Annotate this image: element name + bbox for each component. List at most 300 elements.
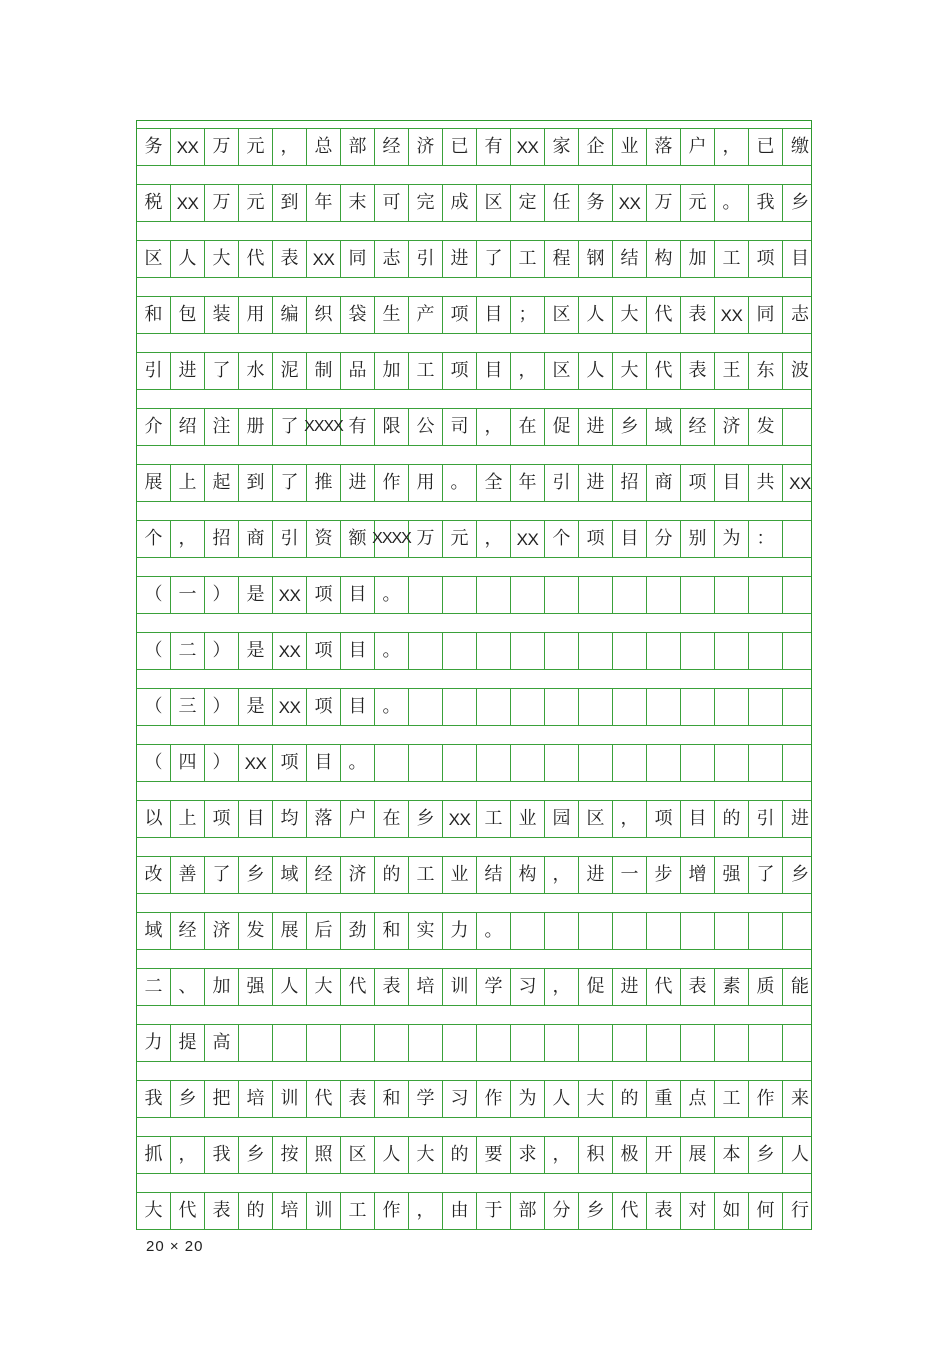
grid-cell: 进 [443,241,477,277]
grid-cell: 强 [715,857,749,893]
grid-cell: 上 [171,801,205,837]
grid-cell: 业 [613,129,647,165]
grid-cell: 表 [205,1193,239,1229]
grid-cell: 作 [375,465,409,501]
grid-cell: 乡 [791,864,809,885]
grid-cell: ； [511,297,545,333]
grid-row [137,240,811,278]
grid-cell: 引 [273,521,307,557]
grid-row [137,1080,811,1118]
grid-cell [613,577,647,613]
grid-cell: 目 [341,577,375,613]
grid-cell: 培 [273,1193,307,1229]
grid-cell: 企 [579,129,613,165]
grid-cell: 区 [545,353,579,389]
grid-cell: 程 [545,241,579,277]
manuscript-grid-paper [136,120,812,1230]
grid-row [137,912,811,950]
grid-cell: 、 [171,969,205,1005]
grid-cell [409,1025,443,1061]
grid-cell: XX [273,577,307,613]
grid-cell [613,1025,647,1061]
grid-cell: 的 [443,1137,477,1173]
grid-cell: 于 [477,1193,511,1229]
grid-cell: 。 [375,689,409,725]
grid-cell: 乡 [791,192,809,213]
grid-row [137,128,811,166]
grid-cell: 本 [715,1137,749,1173]
grid-cell: 发 [749,409,783,445]
grid-row [137,632,811,670]
grid-cell: 质 [749,969,783,1005]
grid-cell [647,577,681,613]
grid-cell: ， [409,1193,443,1229]
grid-cell: 项 [205,801,239,837]
grid-cell: 王 [715,353,749,389]
grid-cell: 司 [443,409,477,445]
grid-cell: 。 [375,577,409,613]
grid-cell: 分 [647,521,681,557]
grid-cell: 的 [613,1081,647,1117]
grid-cell: 区 [579,801,613,837]
grid-cell: 二 [171,633,205,669]
grid-cell: 缴 [791,136,809,157]
grid-cell: 元 [443,521,477,557]
grid-cell [647,633,681,669]
grid-cell [239,1025,273,1061]
grid-cell: 项 [443,353,477,389]
grid-cell [545,577,579,613]
grid-cell: 目 [791,248,809,269]
grid-cell: 训 [273,1081,307,1117]
grid-cell: 表 [375,969,409,1005]
grid-cell: 人 [579,353,613,389]
grid-cell: 册 [239,409,273,445]
grid-cell: 项 [443,297,477,333]
grid-cell [545,745,579,781]
grid-cell: 大 [205,241,239,277]
grid-cell: 加 [205,969,239,1005]
grid-row [137,408,811,446]
grid-cell [375,1025,409,1061]
grid-cell: 行 [791,1200,809,1221]
grid-cell [409,689,443,725]
grid-cell: 元 [239,129,273,165]
grid-cell: 商 [239,521,273,557]
grid-cell: 上 [171,465,205,501]
grid-cell: 是 [239,689,273,725]
grid-cell: 部 [341,129,375,165]
grid-cell: 工 [409,353,443,389]
grid-cell: 区 [137,241,171,277]
grid-cell: XX [715,297,749,333]
grid-cell: XX [511,129,545,165]
grid-size-label: 20 × 20 [146,1238,204,1255]
grid-cell: ， [171,521,205,557]
grid-cell: 水 [239,353,273,389]
grid-cell: 到 [239,465,273,501]
grid-cell [613,745,647,781]
grid-cell [647,913,681,949]
grid-cell: 全 [477,465,511,501]
grid-cell: 求 [511,1137,545,1173]
grid-cell [477,689,511,725]
grid-cell: 元 [681,185,715,221]
grid-cell: 后 [307,913,341,949]
grid-cell: 和 [375,913,409,949]
grid-cell: 作 [375,1193,409,1229]
grid-cell [443,1025,477,1061]
grid-cell: 增 [681,857,715,893]
grid-cell [681,913,715,949]
grid-cell: 乡 [613,409,647,445]
grid-cell: 域 [647,409,681,445]
grid-cell: 力 [443,913,477,949]
grid-cell: 已 [443,129,477,165]
grid-cell: 和 [137,297,171,333]
grid-cell: 进 [613,969,647,1005]
grid-cell: 学 [409,1081,443,1117]
grid-cell: 乡 [749,1137,783,1173]
grid-cell: 人 [171,241,205,277]
grid-cell: 人 [273,969,307,1005]
grid-cell: 域 [137,913,171,949]
grid-cell: 家 [545,129,579,165]
grid-cell: 是 [239,633,273,669]
grid-row [137,520,811,558]
grid-cell: 袋 [341,297,375,333]
grid-cell: 为 [715,521,749,557]
grid-cell: 万 [205,129,239,165]
grid-cell: 表 [681,969,715,1005]
grid-cell: 代 [239,241,273,277]
grid-cell [715,1025,749,1061]
grid-cell: 善 [171,857,205,893]
grid-cell: 。 [375,633,409,669]
grid-row [137,968,811,1006]
grid-cell: 在 [511,409,545,445]
grid-cell: 了 [477,241,511,277]
grid-cell: ， [715,129,749,165]
grid-cell [681,689,715,725]
grid-cell: 推 [307,465,341,501]
grid-cell: 促 [579,969,613,1005]
grid-cell [749,1025,783,1061]
grid-cell: ， [545,969,579,1005]
grid-cell: 是 [239,577,273,613]
grid-cell: 如 [715,1193,749,1229]
grid-cell: 绍 [171,409,205,445]
grid-cell: 目 [239,801,273,837]
grid-cell [443,745,477,781]
grid-cell: 展 [681,1137,715,1173]
grid-cell: 乡 [579,1193,613,1229]
grid-cell: 习 [443,1081,477,1117]
grid-cell: 区 [341,1137,375,1173]
grid-cell: 引 [749,801,783,837]
grid-cell: 大 [613,297,647,333]
grid-cell: 目 [613,521,647,557]
grid-cell: ， [171,1137,205,1173]
grid-cell: 项 [647,801,681,837]
grid-cell: 来 [791,1088,809,1109]
grid-cell [749,689,783,725]
grid-cell [477,1025,511,1061]
grid-cell: 步 [647,857,681,893]
grid-cell: 展 [137,465,171,501]
grid-row [137,352,811,390]
grid-row [137,856,811,894]
grid-cell: 域 [273,857,307,893]
grid-cell [749,745,783,781]
grid-cell: 定 [511,185,545,221]
grid-cell: 一 [613,857,647,893]
grid-cell [375,745,409,781]
grid-cell: 区 [477,185,511,221]
grid-cell: 。 [715,185,749,221]
grid-cell: 的 [715,801,749,837]
grid-cell: 训 [307,1193,341,1229]
grid-row [137,576,811,614]
grid-cell: 个 [545,521,579,557]
grid-cell: 我 [205,1137,239,1173]
grid-cell: 共 [749,465,783,501]
grid-cell: ） [205,577,239,613]
grid-cell [613,633,647,669]
grid-cell [715,689,749,725]
grid-cell: 济 [409,129,443,165]
grid-cell [579,1025,613,1061]
grid-cell: 按 [273,1137,307,1173]
grid-cell: 经 [681,409,715,445]
grid-cell [341,1025,375,1061]
grid-cell: 要 [477,1137,511,1173]
grid-cell: 代 [613,1193,647,1229]
grid-cell: 项 [273,745,307,781]
grid-cell: XX [789,473,811,493]
grid-cell: 落 [647,129,681,165]
grid-cell: 户 [341,801,375,837]
grid-cell: 引 [545,465,579,501]
grid-cell [783,633,817,669]
grid-cell: 了 [205,857,239,893]
grid-cell [715,633,749,669]
grid-cell: 济 [341,857,375,893]
grid-cell [579,913,613,949]
grid-cell: 成 [443,185,477,221]
grid-cell: 构 [511,857,545,893]
grid-cell: ， [545,857,579,893]
grid-cell: 招 [613,465,647,501]
grid-cell [443,633,477,669]
grid-cell [443,689,477,725]
grid-row [137,184,811,222]
grid-cell: 装 [205,297,239,333]
grid-cell [477,577,511,613]
grid-cell: 素 [715,969,749,1005]
grid-cell: 表 [681,297,715,333]
grid-cell [749,577,783,613]
grid-cell: 项 [749,241,783,277]
grid-cell: XX [511,521,545,557]
grid-cell: 一 [171,577,205,613]
grid-cell: 表 [681,353,715,389]
grid-cell: 织 [307,297,341,333]
grid-cell: XX [307,241,341,277]
grid-cell: 人 [791,1144,809,1165]
grid-cell [477,633,511,669]
grid-cell [613,689,647,725]
grid-cell: 代 [647,969,681,1005]
grid-cell: 介 [137,409,171,445]
grid-cell: 目 [477,353,511,389]
grid-cell: 税 [137,185,171,221]
grid-cell: 目 [715,465,749,501]
grid-cell: ， [545,1137,579,1173]
grid-cell: 经 [375,129,409,165]
grid-cell [511,577,545,613]
grid-cell: 加 [681,241,715,277]
grid-cell: 人 [579,297,613,333]
grid-cell: 总 [307,129,341,165]
grid-cell: 劲 [341,913,375,949]
grid-cell: 品 [341,353,375,389]
grid-cell: 作 [477,1081,511,1117]
grid-cell [409,577,443,613]
grid-cell: 二 [137,969,171,1005]
grid-cell: 三 [171,689,205,725]
grid-cell: XXXX [307,409,341,445]
grid-cell: （ [137,745,171,781]
grid-row [137,1024,811,1062]
grid-cell: 进 [341,465,375,501]
grid-cell: 用 [239,297,273,333]
grid-cell: XXXX [375,521,409,557]
grid-cell: 培 [239,1081,273,1117]
grid-cell: （ [137,633,171,669]
grid-row [137,800,811,838]
grid-cell: XX [239,745,273,781]
grid-cell: 照 [307,1137,341,1173]
grid-cell: 了 [273,409,307,445]
grid-cell: 同 [341,241,375,277]
grid-cell: 积 [579,1137,613,1173]
grid-cell: 重 [647,1081,681,1117]
grid-row [137,296,811,334]
grid-cell: 作 [749,1081,783,1117]
grid-row [137,464,811,502]
grid-cell: XX [273,689,307,725]
grid-cell: 年 [511,465,545,501]
grid-cell: 编 [273,297,307,333]
grid-cell: ， [477,409,511,445]
grid-cell: 工 [341,1193,375,1229]
grid-cell [579,689,613,725]
grid-cell: 产 [409,297,443,333]
grid-cell [647,689,681,725]
grid-cell: 构 [647,241,681,277]
grid-cell [783,689,817,725]
grid-cell: 万 [647,185,681,221]
grid-cell [783,521,817,557]
grid-cell: 波 [791,360,809,381]
grid-cell [647,1025,681,1061]
grid-cell [715,577,749,613]
grid-cell: 的 [239,1193,273,1229]
grid-cell: 人 [545,1081,579,1117]
grid-cell: 培 [409,969,443,1005]
grid-cell: 代 [307,1081,341,1117]
grid-cell: 万 [409,521,443,557]
grid-cell: 由 [443,1193,477,1229]
grid-cell [511,689,545,725]
grid-cell: 限 [375,409,409,445]
grid-cell [783,1025,817,1061]
grid-cell [511,745,545,781]
grid-cell: 完 [409,185,443,221]
grid-cell: 乡 [409,801,443,837]
grid-cell: 项 [307,689,341,725]
grid-cell [545,913,579,949]
grid-cell [783,409,817,445]
grid-cell: 进 [579,409,613,445]
grid-cell [749,633,783,669]
grid-cell: 可 [375,185,409,221]
grid-cell: 东 [749,353,783,389]
grid-cell: 经 [307,857,341,893]
grid-cell: 结 [613,241,647,277]
grid-cell: 目 [307,745,341,781]
grid-cell: 点 [681,1081,715,1117]
grid-cell: 乡 [239,1137,273,1173]
grid-cell: 别 [681,521,715,557]
grid-cell: 区 [545,297,579,333]
grid-cell: ） [205,633,239,669]
grid-cell: 项 [579,521,613,557]
grid-cell: 资 [307,521,341,557]
grid-cell: 工 [715,241,749,277]
grid-cell [579,745,613,781]
grid-cell: 。 [341,745,375,781]
grid-cell: 目 [477,297,511,333]
grid-cell: 何 [749,1193,783,1229]
grid-cell [511,913,545,949]
grid-cell: ， [477,521,511,557]
grid-cell: 引 [409,241,443,277]
grid-cell: 。 [443,465,477,501]
grid-cell: 在 [375,801,409,837]
grid-cell: 工 [477,801,511,837]
grid-cell [409,633,443,669]
grid-cell: 到 [273,185,307,221]
grid-cell: 了 [205,353,239,389]
grid-row [137,688,811,726]
grid-cell: 同 [749,297,783,333]
grid-cell: XX [613,185,647,221]
grid-cell: 泥 [273,353,307,389]
grid-cell: 进 [579,465,613,501]
grid-cell: 的 [375,857,409,893]
grid-cell: 务 [579,185,613,221]
grid-cell: 表 [341,1081,375,1117]
grid-cell: 进 [171,353,205,389]
grid-cell: 实 [409,913,443,949]
grid-cell: 把 [205,1081,239,1117]
grid-cell: 分 [545,1193,579,1229]
grid-cell: 任 [545,185,579,221]
grid-cell: 用 [409,465,443,501]
grid-cell: 四 [171,745,205,781]
